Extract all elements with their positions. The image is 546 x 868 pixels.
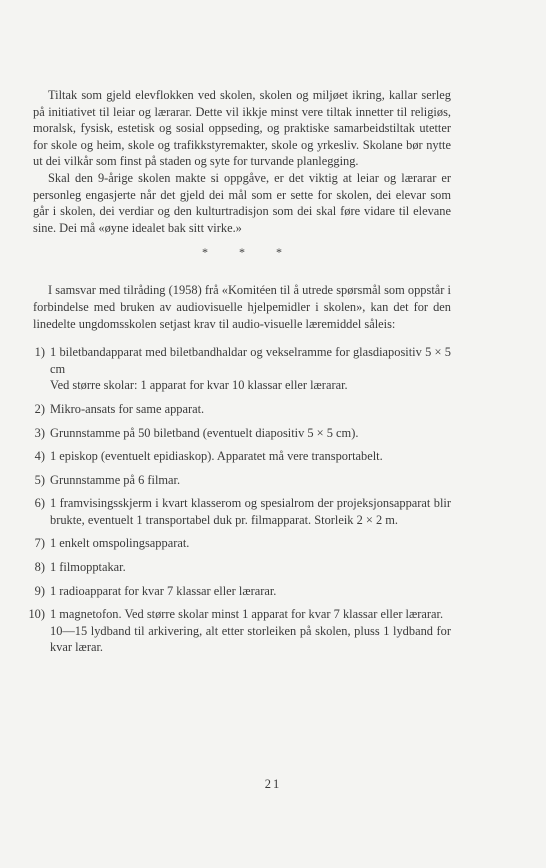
list-item <box>33 535 451 552</box>
list-item-number: 7) <box>34 536 45 551</box>
list-item-number: 8) <box>34 560 45 575</box>
list-item-text: 1 episkop (eventuelt epidiaskop). Apparatet må vere transportabelt. <box>50 449 383 464</box>
paragraph-requirements-intro: I samsvar med tilråding (1958) frå «Komitéen til å utrede spørsmål som oppstår i forbindelse med bruken av audiovisuelle hjelpemidler i skolen», kan det for den linedelte ungdomsskolen setjast krav til audio-visuelle læremiddel såleis: <box>33 283 451 331</box>
list-item-number: 3) <box>34 425 45 440</box>
list-item-text: 1 enkelt omspolingsapparat. <box>50 536 190 551</box>
list-item-number: 10) <box>28 607 45 622</box>
list-item <box>33 344 451 394</box>
page-body <box>28 87 451 663</box>
list-item-text: 1 magnetofon. Ved større skolar minst 1 apparat for kvar 7 klassar eller lærarar. <box>50 607 444 622</box>
paragraph-initiatives: Tiltak som gjeld elevflokken ved skolen, skolen og miljøet ikring, kallar serleg på initiativet til leiar og lærarar. Dette vil ikkje minst vere tiltak innetter til religiøs, moralsk, fysisk, estetisk og sosial oppseding, og praktiske samarbeidstiltak utetter for skole og heim, skole og trafikkstyremakter, skole og yrkesliv. Skolane bør nytte ut dei vilkår som finst på staden og syte for turvande planlegging. <box>33 88 451 169</box>
list-item-text: Grunnstamme på 6 filmar. <box>50 472 181 487</box>
list-item-number: 2) <box>34 401 45 416</box>
list-item <box>28 606 451 656</box>
list-item-number: 1) <box>34 345 45 360</box>
page-number: 21 <box>264 777 282 791</box>
list-item-text: 1 filmopptakar. <box>50 560 126 575</box>
list-item-number: 6) <box>34 496 45 511</box>
list-item <box>33 495 451 528</box>
list-item-subtext: 10—15 lydband til arkivering, alt etter storleiken på skolen, pluss 1 lydband for kvar lærar. <box>50 623 451 655</box>
list-item-number: 5) <box>34 472 45 487</box>
list-item <box>33 559 451 576</box>
list-item-text: Grunnstamme på 50 biletband (eventuelt diapositiv 5 × 5 cm). <box>50 425 359 440</box>
list-item-text: Mikro-ansats for same apparat. <box>50 401 205 416</box>
list-item-text: 1 biletbandapparat med biletbandhaldar og vekselramme for glasdiapositiv 5 × 5 cm <box>50 345 451 376</box>
equipment-list <box>28 344 451 656</box>
list-item <box>33 425 451 442</box>
list-item-subtext: Ved større skolar: 1 apparat for kvar 10 klassar eller lærarar. <box>50 378 348 393</box>
list-item-text: 1 framvisingsskjerm i kvart klasserom og spesialrom der projeksjonsapparat blir brukte, eventuelt 1 transportabel duk pr. filmapparat. Storleik 2 × 2 m. <box>50 496 451 527</box>
paragraph-engagement: Skal den 9-årige skolen makte si oppgåve, er det viktig at leiar og lærarar er personleg engasjerte når det gjeld dei mål som er sette for skolen, dei elevar som går i skolen, dei verdiar og den kulturtradisjon som dei skal føre vidare til elevane sine. Dei må «øyne idealet bak sitt virke.» <box>33 170 451 235</box>
section-separator: * * * <box>202 245 296 260</box>
list-item <box>33 401 451 418</box>
list-item <box>33 583 451 600</box>
list-item-number: 4) <box>34 449 45 464</box>
list-item-number: 9) <box>34 583 45 598</box>
list-item <box>33 472 451 489</box>
list-item <box>33 448 451 465</box>
list-item-text: 1 radioapparat for kvar 7 klassar eller lærarar. <box>50 583 277 598</box>
